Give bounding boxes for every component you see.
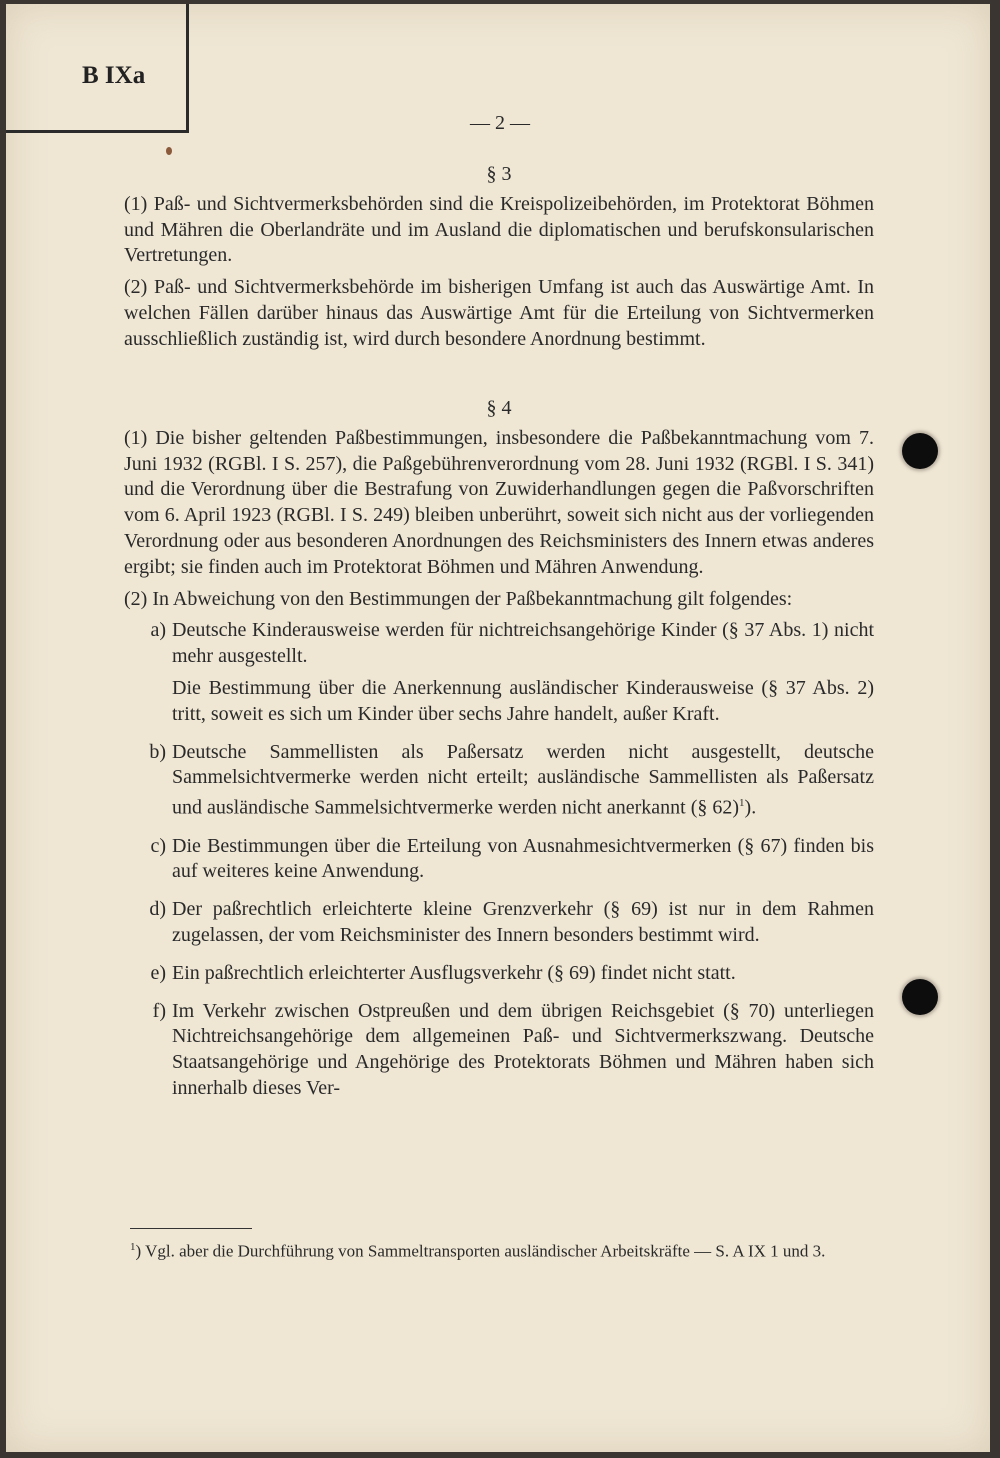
punch-hole-upper	[902, 433, 938, 469]
ink-mark	[166, 147, 172, 155]
list-item-letter: b)	[149, 740, 166, 763]
list-item-letter: e)	[150, 961, 166, 984]
list-item-text: Die Bestimmungen über die Erteilung von Ausnahmesichtvermerken (§ 67) finden bis auf weiteres keine Anwendung.	[172, 834, 874, 883]
list-item-text: Deutsche Kinderausweise werden für nichtreichsangehörige Kinder (§ 37 Abs. 1) nicht mehr ausgestellt.	[172, 619, 874, 668]
paragraph: (2) In Abweichung von den Bestimmungen der Paßbekanntmachung gilt folgendes:	[124, 587, 793, 610]
list-item	[124, 834, 874, 892]
list-item	[124, 999, 874, 1108]
footnote-text: ) Vgl. aber die Durchführung von Sammeltransporten ausländischer Arbeitskräfte — S. A IX 1 und 3.	[135, 1241, 826, 1261]
register-stamp: B IXa	[82, 62, 146, 89]
punch-hole-lower	[902, 979, 938, 1015]
list-item-text: Ein paßrechtlich erleichterter Ausflugsverkehr (§ 69) findet nicht statt.	[172, 961, 736, 984]
list-item-text-main: Deutsche Sammellisten als Paßersatz werden nicht ausgestellt, deutsche Sammelsichtvermerke werden nicht erteilt; ausländische Sammellisten als Paßersatz und ausländische Sammelsichtvermerke werden nicht anerkannt (§ 62)	[172, 740, 874, 819]
footnote-ref: 1	[739, 797, 745, 810]
list-item-letter: d)	[149, 898, 166, 921]
footnote-divider	[130, 1228, 252, 1229]
paragraph: (1) Die bisher geltenden Paßbestimmungen, insbesondere die Paßbekanntmachung vom 7. Juni 1932 (RGBl. I S. 257), die Paßgebührenverordnung vom 28. Juni 1932 (RGBl. I S. 341) und die Verordnung über die Bestrafung von Zuwiderhandlungen gegen die Paßvorschriften vom 6. April 1923 (RGBl. I S. 249) bleiben unberührt, soweit sich nicht aus der vorliegenden Verordnung oder aus besonderen Anordnungen des Reichsministers des Innern etwas anderes ergibt; sie finden auch im Protektorat Böhmen und Mähren Anwendung.	[124, 426, 874, 578]
list-item-text: Die Bestimmung über die Anerkennung ausländischer Kinderausweise (§ 37 Abs. 2) tritt, soweit es sich um Kinder über sechs Jahre handelt, außer Kraft.	[172, 676, 874, 725]
paragraph: (2) Paß- und Sichtvermerksbehörde im bisherigen Umfang ist auch das Auswärtige Amt. In welchen Fällen darüber hinaus das Auswärtige Amt für die Erteilung von Sichtvermerken ausschließlich zuständig ist, wird durch besondere Anordnung bestimmt.	[124, 276, 874, 350]
footnote-marker: 1	[130, 1241, 136, 1253]
list-item-text	[172, 740, 874, 822]
footnote	[130, 1236, 874, 1263]
list-item-letter: f)	[152, 999, 166, 1022]
list-item-letter: a)	[150, 619, 166, 642]
register-stamp-box	[6, 4, 189, 133]
section-4	[124, 396, 874, 1114]
list-item-text: Der paßrechtlich erleichterte kleine Grenzverkehr (§ 69) ist nur in dem Rahmen zugelassen, der vom Reichsminister des Innern besonders bestimmt wird.	[172, 898, 874, 946]
list-item-letter: c)	[150, 834, 166, 857]
list-item-text-end: ).	[744, 796, 757, 819]
list-item	[124, 961, 874, 993]
list-item	[124, 740, 874, 828]
list-item	[124, 897, 874, 955]
section-3	[124, 162, 874, 359]
paragraph: (1) Paß- und Sichtvermerksbehörden sind die Kreispolizeibehörden, im Protektorat Böhmen und Mähren die Oberlandräte und im Ausland die diplomatischen und berufskonsularischen Vertretungen.	[124, 192, 874, 267]
section-heading: § 3	[486, 163, 512, 185]
section-heading: § 4	[486, 397, 512, 419]
list-item	[124, 618, 874, 733]
list-item-text: Im Verkehr zwischen Ostpreußen und dem übrigen Reichsgebiet (§ 70) unterliegen Nichtreichsangehörige dem allgemeinen Paß- und Sichtvermerkszwang. Deutsche Staatsangehörige und Angehörige des Protektorats Böhmen und Mähren haben sich innerhalb dieses Ver-	[172, 999, 874, 1099]
page-number: — 2 —	[470, 112, 530, 134]
